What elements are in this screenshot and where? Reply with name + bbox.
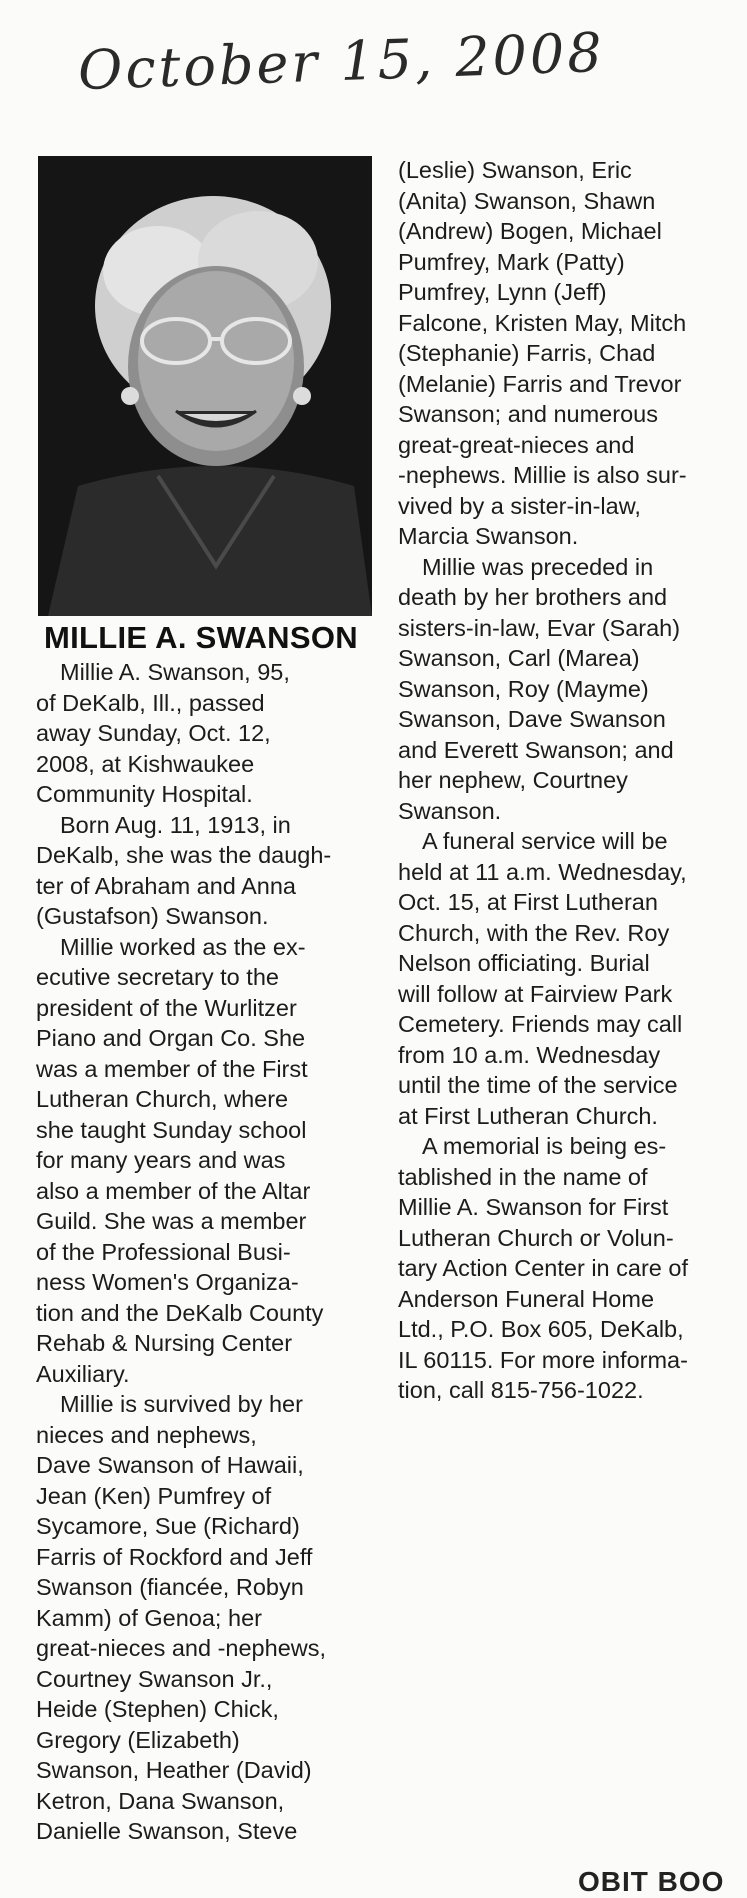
- body-line: for many years and was: [36, 1147, 286, 1173]
- body-line: Courtney Swanson Jr.,: [36, 1665, 273, 1692]
- body-line: Swanson, Carl (Marea): [398, 645, 640, 671]
- body-line: Swanson.: [398, 797, 502, 824]
- body-line: sisters-in-law, Evar (Sarah): [398, 614, 681, 641]
- body-line: will follow at Fairview Park: [398, 980, 673, 1007]
- body-line: Heide (Stephen) Chick,: [36, 1696, 279, 1722]
- body-line: Nelson officiating. Burial: [398, 950, 650, 976]
- body-line: -nephews. Millie is also sur-: [398, 462, 687, 488]
- body-line: also a member of the Altar: [36, 1177, 311, 1204]
- body-line: Millie was preceded in: [422, 553, 654, 580]
- body-line: death by her brothers and: [398, 584, 668, 610]
- body-line: of DeKalb, Ill., passed: [36, 689, 265, 716]
- body-line: Community Hospital.: [36, 781, 253, 807]
- left-column: [36, 657, 376, 1847]
- body-line: Dave Swanson of Hawaii,: [36, 1452, 304, 1478]
- body-line: Auxiliary.: [36, 1360, 130, 1387]
- body-line: she taught Sunday school: [36, 1116, 307, 1143]
- body-line: Jean (Ken) Pumfrey of: [36, 1482, 272, 1509]
- body-line: great-great-nieces and: [398, 431, 635, 458]
- body-line: Oct. 15, at First Lutheran: [398, 889, 658, 915]
- handwritten-date: October 15, 2008: [77, 20, 606, 103]
- body-line: (Anita) Swanson, Shawn: [398, 187, 656, 214]
- footer-section-tag: OBIT BOO: [578, 1866, 725, 1897]
- body-line: (Melanie) Farris and Trevor: [398, 370, 682, 397]
- body-line: until the time of the service: [398, 1072, 678, 1098]
- body-line: Born Aug. 11, 1913, in: [60, 811, 291, 838]
- body-line: (Leslie) Swanson, Eric: [398, 157, 632, 183]
- body-line: Swanson, Heather (David): [36, 1757, 312, 1783]
- body-line: at First Lutheran Church.: [398, 1102, 658, 1129]
- body-line: great-nieces and -nephews,: [36, 1635, 327, 1661]
- body-line: (Stephanie) Farris, Chad: [398, 340, 656, 366]
- obituary-headline: MILLIE A. SWANSON: [44, 620, 358, 655]
- body-line: (Gustafson) Swanson.: [36, 903, 269, 929]
- body-line: ecutive secretary to the: [36, 964, 279, 990]
- body-line: Rehab & Nursing Center: [36, 1330, 293, 1356]
- body-line: Swanson, Roy (Mayme): [398, 675, 649, 702]
- body-line: Guild. She was a member: [36, 1208, 307, 1234]
- body-line: Ketron, Dana Swanson,: [36, 1787, 285, 1814]
- body-line: tion and the DeKalb County: [36, 1299, 324, 1326]
- body-line: from 10 a.m. Wednesday: [398, 1041, 661, 1068]
- body-line: Church, with the Rev. Roy: [398, 919, 670, 946]
- body-line: Millie A. Swanson for First: [398, 1194, 669, 1220]
- body-line: Ltd., P.O. Box 605, DeKalb,: [398, 1316, 684, 1342]
- body-line: A funeral service will be: [422, 828, 668, 854]
- body-line: ter of Abraham and Anna: [36, 872, 296, 899]
- body-line: held at 11 a.m. Wednesday,: [398, 858, 687, 885]
- body-line: ness Women's Organiza-: [36, 1269, 299, 1295]
- body-line: Farris of Rockford and Jeff: [36, 1543, 313, 1570]
- body-line: and Everett Swanson; and: [398, 736, 674, 763]
- body-line: Swanson (fiancée, Robyn: [36, 1574, 304, 1600]
- body-line: Piano and Organ Co. She: [36, 1025, 306, 1051]
- body-line: her nephew, Courtney: [398, 767, 628, 793]
- body-line: Cemetery. Friends may call: [398, 1011, 683, 1037]
- body-line: A memorial is being es-: [422, 1133, 667, 1159]
- body-line: Millie is survived by her: [60, 1391, 303, 1417]
- right-column: [398, 155, 738, 1406]
- body-line: Lutheran Church or Volun-: [398, 1224, 674, 1251]
- body-line: Kamm) of Genoa; her: [36, 1604, 262, 1631]
- body-line: Marcia Swanson.: [398, 523, 579, 549]
- body-line: Sycamore, Sue (Richard): [36, 1513, 300, 1539]
- body-line: Swanson, Dave Swanson: [398, 706, 666, 732]
- body-line: tablished in the name of: [398, 1163, 648, 1190]
- body-line: away Sunday, Oct. 12,: [36, 720, 271, 746]
- body-line: Swanson; and numerous: [398, 401, 658, 427]
- body-line: Danielle Swanson, Steve: [36, 1818, 298, 1844]
- body-line: Lutheran Church, where: [36, 1086, 289, 1112]
- body-line: Pumfrey, Lynn (Jeff): [398, 279, 607, 305]
- body-line: Falcone, Kristen May, Mitch: [398, 309, 687, 336]
- body-line: nieces and nephews,: [36, 1421, 257, 1448]
- body-line: Pumfrey, Mark (Patty): [398, 248, 625, 275]
- body-line: was a member of the First: [36, 1055, 308, 1082]
- body-line: president of the Wurlitzer: [36, 994, 297, 1021]
- body-line: Millie A. Swanson, 95,: [60, 659, 290, 685]
- body-line: vived by a sister-in-law,: [398, 492, 641, 519]
- body-line: Millie worked as the ex-: [60, 933, 306, 960]
- body-line: (Andrew) Bogen, Michael: [398, 218, 662, 244]
- body-line: IL 60115. For more informa-: [398, 1346, 688, 1373]
- body-line: tion, call 815-756-1022.: [398, 1377, 644, 1403]
- portrait-photo: [38, 156, 372, 616]
- body-line: DeKalb, she was the daugh-: [36, 842, 332, 868]
- body-line: tary Action Center in care of: [398, 1255, 688, 1281]
- body-line: 2008, at Kishwaukee: [36, 750, 255, 777]
- body-line: Gregory (Elizabeth): [36, 1726, 240, 1753]
- body-line: Anderson Funeral Home: [398, 1285, 655, 1312]
- body-line: of the Professional Busi-: [36, 1238, 291, 1265]
